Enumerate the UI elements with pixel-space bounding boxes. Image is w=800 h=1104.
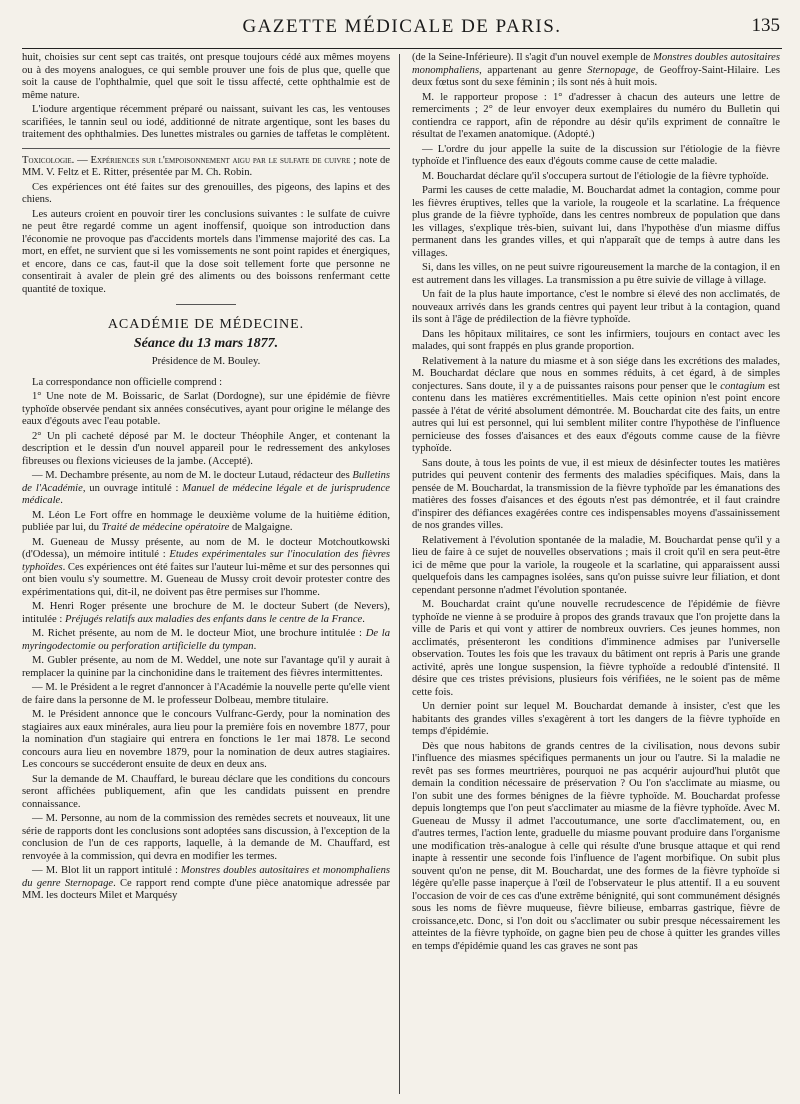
rubric-label: Toxicologie. (22, 154, 75, 166)
text-run: . Ce rapport rend compte d'une pièce anatomique adressée par MM. les docteurs Milet et Marquésy (22, 877, 390, 901)
paragraph (22, 537, 390, 600)
paragraph (22, 601, 390, 626)
paragraph: — M. le Président a le regret d'annoncer à l'Académie la nouvelle perte qu'elle vient de faire dans la personne de M. le professeur Dolbeau, membre titulaire. (22, 682, 390, 706)
text-run: de Malgaigne. (229, 522, 293, 533)
book-title: Manuel de médecine légale et de jurisprudence médicale (22, 482, 390, 506)
toxicology-heading (22, 155, 390, 180)
paragraph (22, 510, 390, 535)
book-title: Etudes expérimentales sur l'inoculation des fièvres typhoïdes (22, 549, 390, 573)
text-run: (de la Seine-Inférieure). Il s'agit d'un nouvel exemple de (412, 52, 654, 63)
paragraph (22, 865, 390, 903)
divider (176, 304, 236, 305)
paragraph: Un fait de la plus haute importance, c'est le nombre si élevé des non acclimatés, de nouveaux arrivés dans les grands centres qui payent leur tribut à la contagion, quand ils sont à l'âge de prédilection de la fièvre typhoïde. (412, 289, 780, 325)
paragraph (412, 356, 780, 456)
text-run: . (60, 495, 63, 506)
page-number: 135 (751, 15, 780, 36)
paragraph: Ces expériences ont été faites sur des grenouilles, des pigeons, des lapins et des chiens. (22, 181, 390, 205)
text-run: M. Léon Le Fort offre en hommage le deuxième volume de la huitième édition, publiée par lui, du (22, 509, 390, 533)
session-title: Séance du 13 mars 1877. (133, 335, 279, 351)
text-run: Relativement à la nature du miasme et à son siége dans les excrétions des malades, M. Bouchardat déclare que nous en sommes réduits, à cet égard, à de simples conjectures. Sans doute, il y a de puissantes raisons pour penser que le (412, 355, 780, 392)
genus-name: Sternopage (587, 64, 636, 76)
text-run: , appartenant au genre (479, 64, 588, 76)
text-run: M. Henri Roger présente une brochure de M. le docteur Subert (de Nevers), intitulée : (22, 601, 390, 625)
paragraph (22, 628, 390, 653)
section-title: ACADÉMIE DE MÉDECINE. (107, 317, 305, 332)
latin-term: contagium (720, 380, 766, 392)
paragraph: Dans les hôpitaux militaires, ce sont les infirmiers, toujours en contact avec les malades, qui sont frappés en plus grande proportion. (412, 328, 780, 352)
text-run: — M. Dechambre présente, au nom de M. le docteur Lutaud, rédacteur des (32, 470, 353, 481)
book-title: Traité de médecine opératoire (101, 522, 230, 533)
text-run: — M. Blot lit un rapport intitulé : (32, 865, 182, 876)
paragraph: L'iodure argentique récemment préparé ou naissant, suivant les cas, les ventouses scarifiées, le tannin seul ou iodé, additionné de nitrate argentique, sont les bases du traitement des ophthalmies. Des lunettes mistrales ou garnies de taffetas le complètent. (22, 104, 390, 140)
book-title: Monstres doubles autositaires monomphaliens (412, 52, 780, 76)
paragraph (412, 52, 780, 90)
paragraph: Relativement à l'évolution spontanée de la maladie, M. Bouchardat pense qu'il y a lieu de faire à ce sujet de nouvelles observations ; mais il croit qu'il en sera peut-être ici de même que pour la variole, la rougeole et la scarlatine, qui apparaissent aussi quelquefois dans les campagnes isolées, sans qu'on puisse suivre leur filiation, et dont cependant personne n'admet l'évolution spontanée. (412, 534, 780, 596)
paragraph: Sans doute, à tous les points de vue, il est mieux de désinfecter toutes les matières putrides qui peuvent contenir des ferments des maladies spécifiques. Mais, dans la pensée de M. Bouchardat, la transmission de la fièvre typhoïde par les émanations des matières des fosses d'aisances et des égouts n'est pas démontrée, et il faut craindre d'inspirer des défiances exagérées contre ces indispensables moyens d'assainissement de nos grandes villes. (412, 457, 780, 531)
paragraph: M. Bouchardat craint qu'une nouvelle recrudescence de l'épidémie de fièvre typhoïde ne vienne à se produire à propos des grands travaux que l'on projette dans la ville de Paris et qui vont y attirer de nombreux ouvriers. Ces jeunes hommes, non acclimatés, présenteront les conditions d'imminence admises par l'universelle observation. Toutes les fois que les travaux du bâtiment ont repris à Paris une grande activité, après une longue suspension, la fièvre typhoïde a redoublé d'intensité. Il désire que ces tristes prévisions, plusieurs fois vérifiées, ne le soient pas de même cette fois. (412, 599, 780, 698)
book-title: De la myringodectomie ou perforation artificielle du tympan (22, 628, 390, 652)
paragraph: huit, choisies sur cent sept cas traités, ont presque toujours cédé aux mêmes moyens ou à des moyens analogues, ce qui semble prouver une fois de plus que, quelle que soit la cause de l'ophthalmie, quel que soit le tissu affecté, cette ophthalmie est de même nature. (22, 52, 390, 101)
paragraph: 2° Un pli cacheté déposé par M. le docteur Théophile Anger, et contenant la description et le dessin d'un nouvel appareil pour le redressement des ankyloses fibreuses ou flexions vicieuses de la jambe. (Accepté). (22, 430, 390, 467)
paragraph: M. Gubler présente, au nom de M. Weddel, une note sur l'avantage qu'il y aurait à remplacer la quinine par la cinchonidine dans le traitement des fièvres intermittentes. (22, 655, 390, 679)
paragraph: M. le rapporteur propose : 1° d'adresser à chacun des auteurs une lettre de remerciments ; 2° de leur envoyer deux exemplaires du numéro du Bulletin qui contiendra ce rapport, afin de répondre au désir qu'ils expriment de connaître le résultat de l'examen anatomique. (Adopté.) (412, 91, 780, 140)
book-title: Préjugés relatifs aux maladies des enfants dans le centre de la France (64, 613, 363, 625)
presidence: Présidence de M. Bouley. (151, 356, 261, 367)
page-header (22, 10, 782, 49)
paragraph (22, 470, 390, 508)
paragraph: Un dernier point sur lequel M. Bouchardat demande à insister, c'est que les habitants des grandes villes s'exagèrent à tort les dangers de la fièvre typhoïde en temps d'épidémie. (412, 701, 780, 737)
text-run: est contenu dans les matières excrémentitielles. Mais cette opinion n'est point encore passée à l'état de vérité absolument démontrée. M. Bouchardat cite des faits, un entre autres qui lui est personnel, qui lui semblent militer contre l'hypothèse de l'influence pernicieuse des fosses d'aisances et des eaux d'égouts comme cause de la fièvre typhoïde. (412, 380, 780, 454)
paragraph: M. le Président annonce que le concours Vulfranc-Gerdy, pour la nomination des stagiaires aux eaux minérales, aura lieu pour la première fois en novembre 1877, pour la nomination d'un stagiaire qui entrera en fonctions le 1er mai 1878. Le second concours aura lieu en novembre 1879, pour la nomination de deux autres stagiaires. Les concours se succéderont ensuite de deux en deux ans. (22, 709, 390, 770)
right-column (412, 52, 780, 1096)
book-title: Monstres doubles autositaires et monomphaliens du genre Sternopage (22, 865, 390, 889)
text-run: , de Geoffroy-Saint-Hilaire. Les deux fœtus sont du sexe féminin ; ils sont nés à huit mois. (412, 64, 780, 88)
running-title: GAZETTE MÉDICALE DE PARIS. (242, 16, 562, 37)
paragraph: Les auteurs croient en pouvoir tirer les conclusions suivantes : le sulfate de cuivre ne peut être regardé comme un agent inoffensif, quoique son introduction dans l'économie ne provoque pas d'accidents mortels dans l'immense majorité des cas. La mort, en effet, ne survient que si les vomissements ne sont point rapides et énergiques, et encore, dans ce cas, faut-il que la dose soit tellement forte que personne ne consentirait à avaler de plein gré des aliments ou des boissons renfermant cette quantité de toxique. (22, 208, 390, 295)
paragraph: Parmi les causes de cette maladie, M. Bouchardat admet la contagion, comme pour les fièvres éruptives, telles que la variole, la rougeole et la scarlatine. La fréquence plus grande de la fièvre typhoïde, dans les centres nombreux de population que dans les villages, s'explique très-bien, suivant lui, dans l'hypothèse d'un miasme diffus permanent dans les grandes villes, et qui n'apparaît que de temps à autre dans les villages. (412, 185, 780, 259)
left-column (22, 52, 390, 1096)
paragraph: — L'ordre du jour appelle la suite de la discussion sur l'étiologie de la fièvre typhoïde et l'influence des eaux d'égouts comme cause de cette maladie. (412, 143, 780, 167)
paragraph: Dès que nous habitons de grands centres de la civilisation, nous devons subir l'influence des miasmes spécifiques permanents un jour ou l'autre. Si la maladie ne revêt pas ses formes meurtrières, pourquoi ne pas acquérir aujourd'hui plutôt que demain la condition nécessaire de préservation ? Ou l'on s'acclimate au miasme, ou l'on subit une des formes bénignes de la fièvre typhoïde. M. Bouchardat professe depuis longtemps que l'on peut s'acclimater au miasme de la fièvre typhoïde. Avec M. Gueneau de Mussy il admet l'accoutumance, une sorte d'acclimatement, ou, en d'autres termes, l'action lente, graduelle du miasme pouvant produire dans l'organisme une modification très-analogue à celle qui résulte d'une brusque attaque et qui rend inapte à ressentir une seconde fois l'influence de l'agent morbifique. On subit plus souvent qu'on ne pense, dit M. Bouchardat, une des formes de la fièvre typhoïde si légère qu'elle passe inaperçue à l'œil de l'observateur le plus attentif. Il a eu souvent l'occasion de voir de ces cas d'une extrême bénignité, qui sont communément désignés sous les noms de fièvre muqueuse, fièvre bilieuse, embarras gastrique, fièvre de croissance,etc. Donc, si l'on doit ou s'acclimater ou subir presque nécessairement les atteintes de la fièvre typhoïde, on gagne bien peu de chose à quitter les grandes villes en temps d'épidémie quand les cas graves ne sont pas (412, 740, 780, 952)
text-run: M. Gueneau de Mussy présente, au nom de M. le docteur Motchoutkowski (d'Odessa), un mémoire intitulé : (22, 536, 390, 560)
article-title: — Expériences sur l'empoisonnement aigu par le sulfate de cuivre (74, 154, 351, 166)
text-run: . (362, 613, 365, 625)
article-byline: ; note de MM. V. Feltz et E. Ritter, présentée par M. Ch. Robin. (22, 154, 390, 178)
text-run: M. Richet présente, au nom de M. le docteur Miot, une brochure intitulée : (32, 628, 366, 639)
text-run: Bulletins de l'Académie (22, 470, 390, 494)
paragraph: Sur la demande de M. Chauffard, le bureau déclare que les conditions du concours seront affichées publiquement, afin que les candidats puissent en prendre connaissance. (22, 773, 390, 810)
paragraph: Si, dans les villes, on ne peut suivre rigoureusement la marche de la contagion, il en est autrement dans les villages. La transmission a pu être suivie de village à village. (412, 262, 780, 286)
paragraph: 1° Une note de M. Boissaric, de Sarlat (Dordogne), sur une épidémie de fièvre typhoïde observée pendant six années consécutives, ayant pour origine le mélange des eaux d'égouts avec l'eau potable. (22, 391, 390, 427)
text-run: . Ces expériences ont été faites sur l'auteur lui-même et sur des personnes qui ont bien voulu s'y soumettre. M. Gueneau de Mussy croit devoir protester contre des expérimentations qui, dit-il, ne doivent pas être permises sur l'homme. (22, 561, 390, 598)
paragraph: — M. Personne, au nom de la commission des remèdes secrets et nouveaux, lit une série de rapports dont les conclusions sont adoptées sans discussion, à l'exception de la conclusion de l'un de ces rapports, laquelle, à la demande de M. Chauffard, est renvoyée à la commission, qui devra en modifier les termes. (22, 813, 390, 862)
paragraph: M. Bouchardat déclare qu'il s'occupera surtout de l'étiologie de la fièvre typhoïde. (422, 170, 769, 182)
paragraph: La correspondance non officielle comprend : (32, 376, 223, 388)
text-run: . (253, 640, 257, 652)
text-run: , un ouvrage intitulé : (82, 482, 183, 494)
divider (22, 148, 390, 149)
column-divider (399, 54, 400, 1094)
